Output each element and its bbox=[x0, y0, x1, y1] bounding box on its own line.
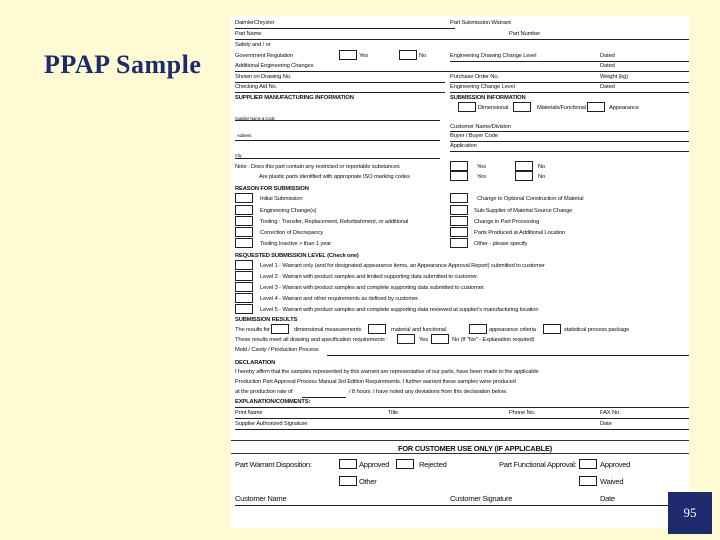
part-name-line bbox=[235, 39, 689, 40]
eng-change-level-label: Engineering Change Level bbox=[450, 84, 515, 90]
reason-label-sub-supplier: Sub-Supplier of Material Source Change bbox=[474, 208, 573, 214]
materials-label: Materials/Functional bbox=[537, 105, 586, 111]
spc-package-label: statistical process package bbox=[564, 327, 630, 333]
level-5-label: Level 5 - Warrant with product samples and complete supporting data reviewed at supplier's manufacturing location bbox=[260, 307, 539, 313]
meet-no-label: No (If "No" - Explanation required) bbox=[452, 337, 535, 343]
level-1-label: Level 1 - Warrant only (and for designated appearance items, an Appearance Approval Report) submitted to customer bbox=[260, 263, 545, 269]
reason-checkbox-correction[interactable] bbox=[235, 227, 253, 237]
gov-regulation-label: Government Regulation bbox=[235, 53, 294, 59]
ecl-line bbox=[450, 92, 689, 93]
functional-approved-label: Approved bbox=[600, 460, 631, 469]
disposition-other-checkbox[interactable] bbox=[339, 476, 357, 486]
city-label: City bbox=[235, 153, 242, 158]
customer-signature-label: Customer Signature bbox=[450, 494, 513, 503]
checking-aid-label: Checking Aid No. bbox=[235, 84, 278, 90]
dated-label-3: Dated bbox=[600, 84, 615, 90]
spc-package-checkbox[interactable] bbox=[543, 324, 561, 334]
customer-use-bottom-rule bbox=[231, 453, 689, 454]
restricted-note: Note : Does this part contain any restricted or reportable substances bbox=[235, 164, 400, 170]
results-for-label: The results for bbox=[235, 327, 270, 333]
dimensional-checkbox[interactable] bbox=[458, 102, 476, 112]
level-3-label: Level 3 - Warrant with product samples and complete supporting data submitted to customer. bbox=[260, 285, 485, 291]
reason-checkbox-tooling[interactable] bbox=[235, 216, 253, 226]
appearance-criteria-label: appearance criteria bbox=[489, 327, 536, 333]
weight-label: Weight (kg) bbox=[600, 74, 628, 80]
appearance-criteria-checkbox[interactable] bbox=[469, 324, 487, 334]
level-4-checkbox[interactable] bbox=[235, 293, 253, 303]
declaration-line-3: at the production rate of bbox=[235, 389, 293, 395]
part-name-label: Part Name bbox=[235, 31, 262, 37]
plastic-question: Are plastic parts identified with appropriate ISO marking codes bbox=[259, 174, 410, 180]
plastic-no-checkbox[interactable] bbox=[515, 171, 533, 181]
materials-checkbox[interactable] bbox=[513, 102, 531, 112]
application-label: Application bbox=[450, 143, 477, 149]
submission-info-heading: SUBMISSION INFORMATION bbox=[450, 95, 526, 101]
meet-yes-label: Yes bbox=[419, 337, 429, 343]
reason-label-correction: Correction of Discrepancy bbox=[260, 230, 323, 236]
reason-label-location: Parts Produced at Additional Location bbox=[474, 230, 566, 236]
reason-section-heading: REASON FOR SUBMISSION bbox=[235, 186, 309, 192]
purchase-order-label: Purchase Order No. bbox=[450, 74, 499, 80]
plastic-yes-label: Yes bbox=[477, 174, 487, 180]
mold-cavity-label: Mold / Cavity / Production Process bbox=[235, 347, 319, 353]
dated-label-1: Dated bbox=[600, 53, 615, 59]
mold-line bbox=[327, 355, 689, 356]
appearance-checkbox[interactable] bbox=[587, 102, 605, 112]
meet-requirements-label: These results meet all drawing and specification requirements : bbox=[235, 337, 388, 343]
meet-no-checkbox[interactable] bbox=[431, 334, 449, 344]
dim-measurements-checkbox[interactable] bbox=[271, 324, 289, 334]
reason-label-tooling: Tooling : Transfer, Replacement, Refurbishment, or additional bbox=[260, 219, 409, 225]
reason-checkbox-eng-change[interactable] bbox=[235, 205, 253, 215]
plastic-no-label: No bbox=[538, 174, 546, 180]
level-3-checkbox[interactable] bbox=[235, 282, 253, 292]
customer-use-heading: FOR CUSTOMER USE ONLY (IF APPLICABLE) bbox=[398, 444, 552, 453]
page-number: 95 bbox=[683, 505, 697, 520]
supplier-name-code-label: Supplier Name & Code bbox=[235, 116, 275, 121]
eng-drawing-change-label: Engineering Drawing Change Level bbox=[450, 53, 537, 59]
customer-footer-line bbox=[235, 505, 689, 506]
address-label: Address bbox=[237, 133, 252, 138]
functional-approval-label: Part Functional Approval: bbox=[499, 460, 577, 469]
eng-drawing-line bbox=[450, 61, 689, 62]
functional-waived-label: Waived bbox=[600, 477, 624, 486]
reason-checkbox-other[interactable] bbox=[450, 238, 468, 248]
company-line bbox=[235, 28, 455, 29]
customer-name-footer-label: Customer Name bbox=[235, 494, 287, 503]
city-line bbox=[235, 158, 440, 159]
disposition-approved-label: Approved bbox=[359, 460, 390, 469]
page-number-badge bbox=[668, 492, 712, 534]
results-section-heading: SUBMISSION RESULTS bbox=[235, 317, 298, 323]
restricted-no-checkbox[interactable] bbox=[515, 161, 533, 171]
shown-on-drawing-label: Shown on Drawing No. bbox=[235, 74, 292, 80]
level-4-label: Level 4 - Warrant and other requirements as defined by customer. bbox=[260, 296, 420, 302]
functional-approved-checkbox[interactable] bbox=[579, 459, 597, 469]
reason-label-initial: Initial Submission bbox=[260, 196, 303, 202]
explanation-heading: EXPLANATION/COMMENTS: bbox=[235, 399, 311, 405]
slide-title: PPAP Sample bbox=[44, 50, 202, 79]
disposition-other-label: Other bbox=[359, 477, 377, 486]
disposition-rejected-label: Rejected bbox=[419, 460, 447, 469]
safety-label: Safety and / or bbox=[235, 42, 271, 48]
reason-checkbox-initial[interactable] bbox=[235, 193, 253, 203]
phone-label: Phone No. bbox=[509, 410, 536, 416]
part-number-label: Part Number bbox=[509, 31, 541, 37]
checking-aid-line bbox=[235, 92, 445, 93]
level-2-checkbox[interactable] bbox=[235, 271, 253, 281]
gov-yes-label: Yes bbox=[359, 53, 369, 59]
fax-label: FAX No. bbox=[600, 410, 621, 416]
gov-yes-checkbox[interactable] bbox=[339, 50, 357, 60]
dated-label-2: Dated bbox=[600, 63, 615, 69]
signature-line bbox=[235, 429, 689, 430]
reason-checkbox-sub-supplier[interactable] bbox=[450, 205, 468, 215]
restricted-no-label: No bbox=[538, 164, 546, 170]
production-rate-line bbox=[302, 397, 346, 398]
restricted-yes-checkbox[interactable] bbox=[450, 161, 468, 171]
explanation-line bbox=[235, 407, 689, 408]
level-section-heading: REQUESTED SUBMISSION LEVEL (Check one) bbox=[235, 253, 359, 259]
address-line bbox=[235, 140, 440, 141]
application-line bbox=[450, 151, 689, 152]
buyer-label: Buyer / Buyer Code bbox=[450, 133, 498, 139]
print-name-line bbox=[235, 418, 689, 419]
gov-no-label: No bbox=[419, 53, 427, 59]
reason-label-other: Other - please specify bbox=[474, 241, 528, 247]
level-2-label: Level 2 - Warrant with product samples and limited supporting data submitted to customer. bbox=[260, 274, 479, 280]
psw-title: Part Submission Warrant bbox=[450, 20, 511, 26]
customer-date-label: Date bbox=[600, 494, 615, 503]
ppap-warrant-form bbox=[231, 16, 689, 528]
reason-checkbox-optional-construction[interactable] bbox=[450, 193, 468, 203]
disposition-rejected-checkbox[interactable] bbox=[396, 459, 414, 469]
customer-name-line bbox=[450, 131, 689, 132]
declaration-line-4: / 8 hours. I have noted any deviations from this declaration below. bbox=[349, 389, 508, 395]
meet-yes-checkbox[interactable] bbox=[397, 334, 415, 344]
reason-label-processing: Change in Part Processing bbox=[474, 219, 540, 225]
declaration-heading: DECLARATION bbox=[235, 360, 276, 366]
gov-no-checkbox[interactable] bbox=[399, 50, 417, 60]
po-line bbox=[450, 82, 689, 83]
supplier-name-line bbox=[235, 120, 440, 121]
declaration-line-2: Production Part Approval Process Manual 3rd Edition Requirements. I further warrant these samples were produced bbox=[235, 379, 516, 385]
reason-checkbox-processing[interactable] bbox=[450, 216, 468, 226]
reason-label-eng-change: Engineering Change(s) bbox=[260, 208, 317, 214]
plastic-yes-checkbox[interactable] bbox=[450, 171, 468, 181]
functional-waived-checkbox[interactable] bbox=[579, 476, 597, 486]
supplier-section-heading: SUPPLIER MANUFACTURING INFORMATION bbox=[235, 95, 354, 101]
mat-functional-checkbox[interactable] bbox=[368, 324, 386, 334]
declaration-line-1: I hereby affirm that the samples represented by this warrant are representative of our parts, have been made to the applicable bbox=[235, 369, 539, 375]
buyer-line bbox=[450, 141, 689, 142]
print-name-label: Print Name bbox=[235, 410, 263, 416]
reason-label-optional-construction: Change to Optional Construction of Material bbox=[477, 196, 584, 202]
signature-label: Supplier Authorized Signature bbox=[235, 421, 308, 427]
restricted-yes-label: Yes bbox=[477, 164, 487, 170]
reason-checkbox-location[interactable] bbox=[450, 227, 468, 237]
dimensional-label: Dimensional bbox=[478, 105, 509, 111]
level-5-checkbox[interactable] bbox=[235, 304, 253, 314]
reason-checkbox-inactive[interactable] bbox=[235, 238, 253, 248]
title-label: Title bbox=[388, 410, 398, 416]
add-eng-changes-label: Additional Engineering Changes bbox=[235, 63, 314, 69]
reason-label-inactive: Tooling Inactive > than 1 year bbox=[260, 241, 332, 247]
warrant-disposition-label: Part Warrant Disposition: bbox=[235, 460, 312, 469]
disposition-approved-checkbox[interactable] bbox=[339, 459, 357, 469]
level-1-checkbox[interactable] bbox=[235, 260, 253, 270]
add-eng-line bbox=[235, 71, 689, 72]
appearance-label: Appearance bbox=[609, 105, 639, 111]
signature-date-label: Date bbox=[600, 421, 612, 427]
mat-functional-label: material and functional bbox=[391, 327, 446, 333]
dim-measurements-label: dimensional measurements bbox=[294, 327, 362, 333]
customer-name-label: Customer Name/Division bbox=[450, 124, 511, 130]
customer-use-top-rule bbox=[231, 440, 689, 441]
drawing-line bbox=[235, 82, 445, 83]
company-label: DaimlerChrysler bbox=[235, 20, 275, 26]
